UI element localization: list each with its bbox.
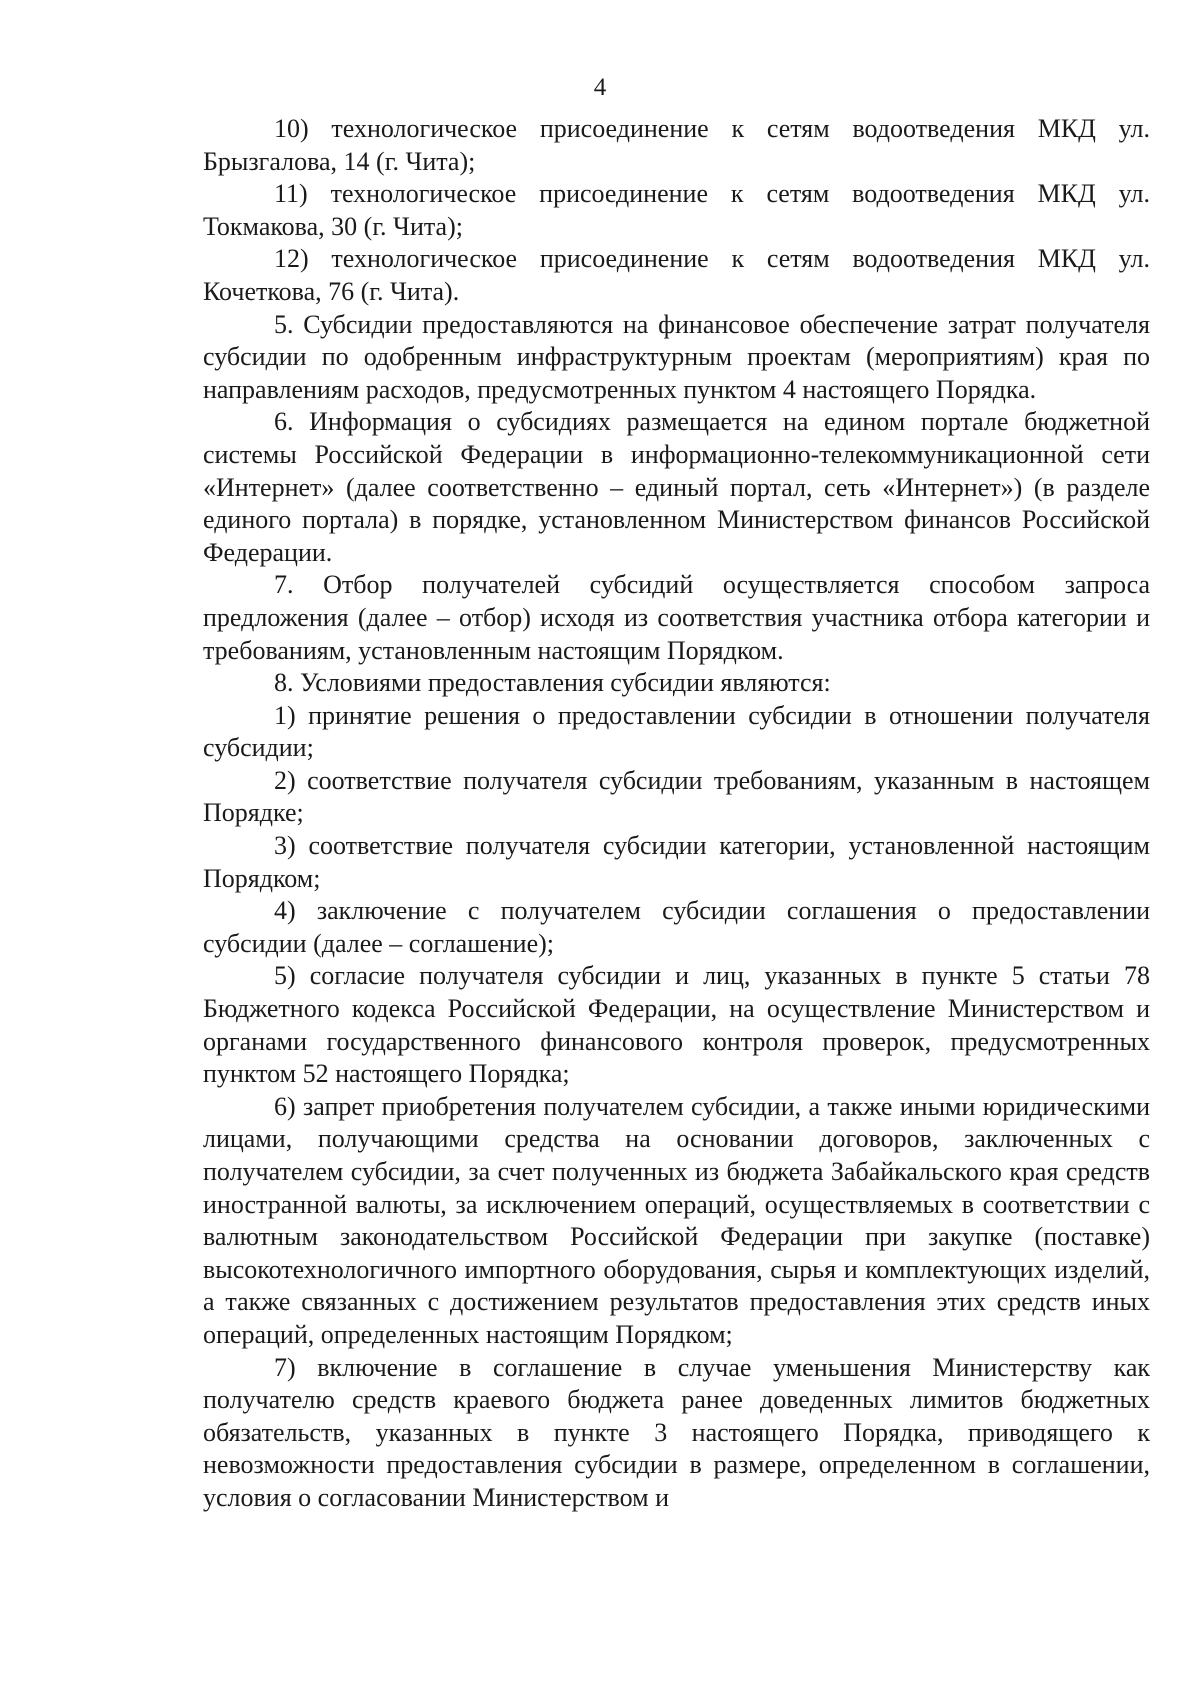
paragraph-condition-5: 5) согласие получателя субсидии и лиц, указанных в пункте 5 статьи 78 Бюджетного кодекса Российской Федерации, на осуществление Министерством и органами государственного финансового контроля проверок, предусмотренных пунктом 52 настоящего Порядка; (203, 961, 1150, 1089)
paragraph-condition-3: 3) соответствие получателя субсидии категории, установленной настоящим Порядком; (203, 831, 1150, 893)
paragraph-item-10: 10) технологическое присоединение к сетям водоотведения МКД ул. Брызгалова, 14 (г. Чита); (203, 114, 1150, 176)
document-body (203, 113, 1150, 1515)
paragraph-condition-6: 6) запрет приобретения получателем субсидии, а также иными юридическими лицами, получающими средства на основании договоров, заключенных с получателем субсидии, за счет полученных из бюджета Забайкальского края средств иностранной валюты, за исключением операций, осуществляемых в соответствии с валютным законодательством Российской Федерации при закупке (поставке) высокотехнологичного импортного оборудования, сырья и комплектующих изделий, а также связанных с достижением результатов предоставления этих средств иных операций, определенных настоящим Порядком; (203, 1091, 1150, 1349)
paragraph-condition-2: 2) соответствие получателя субсидии требованиям, указанным в настоящем Порядке; (203, 765, 1150, 828)
paragraph-item-12: 12) технологическое присоединение к сетям водоотведения МКД ул. Кочеткова, 76 (г. Чита). (203, 244, 1150, 306)
paragraph-condition-1: 1) принятие решения о предоставлении субсидии в отношении получателя субсидии; (203, 700, 1150, 763)
paragraph-condition-7: 7) включение в соглашение в случае уменьшения Министерству как получателю средств краевого бюджета ранее доведенных лимитов бюджетных обязательств, указанных в пункте 3 настоящего Порядка, приводящего к невозможности предоставления субсидии в размере, определенном в соглашении, условия о согласовании Министерством и (203, 1352, 1150, 1512)
paragraph-clause-5: 5. Субсидии предоставляются на финансовое обеспечение затрат получателя субсидии по одобренным инфраструктурным проектам (мероприятиям) края по направлениям расходов, предусмотренных пунктом 4 настоящего Порядка. (203, 309, 1150, 404)
paragraph-condition-4: 4) заключение с получателем субсидии соглашения о предоставлении субсидии (далее – соглашение); (203, 896, 1150, 958)
page-number: 4 (593, 74, 607, 101)
paragraph-clause-8: 8. Условиями предоставления субсидии являются: (274, 668, 831, 698)
paragraph-item-11: 11) технологическое присоединение к сетям водоотведения МКД ул. Токмакова, 30 (г. Чита); (203, 179, 1150, 241)
paragraph-clause-7: 7. Отбор получателей субсидий осуществляется способом запроса предложения (далее – отбор) исходя из соответствия участника отбора категории и требованиям, установленным настоящим Порядком. (203, 570, 1150, 665)
paragraph-clause-6: 6. Информация о субсидиях размещается на едином портале бюджетной системы Российской Федерации в информационно-телекоммуникационной сети «Интернет» (далее соответственно – единый портал, сеть «Интернет») (в разделе единого портала) в порядке, установленном Министерством финансов Российской Федерации. (203, 407, 1150, 567)
